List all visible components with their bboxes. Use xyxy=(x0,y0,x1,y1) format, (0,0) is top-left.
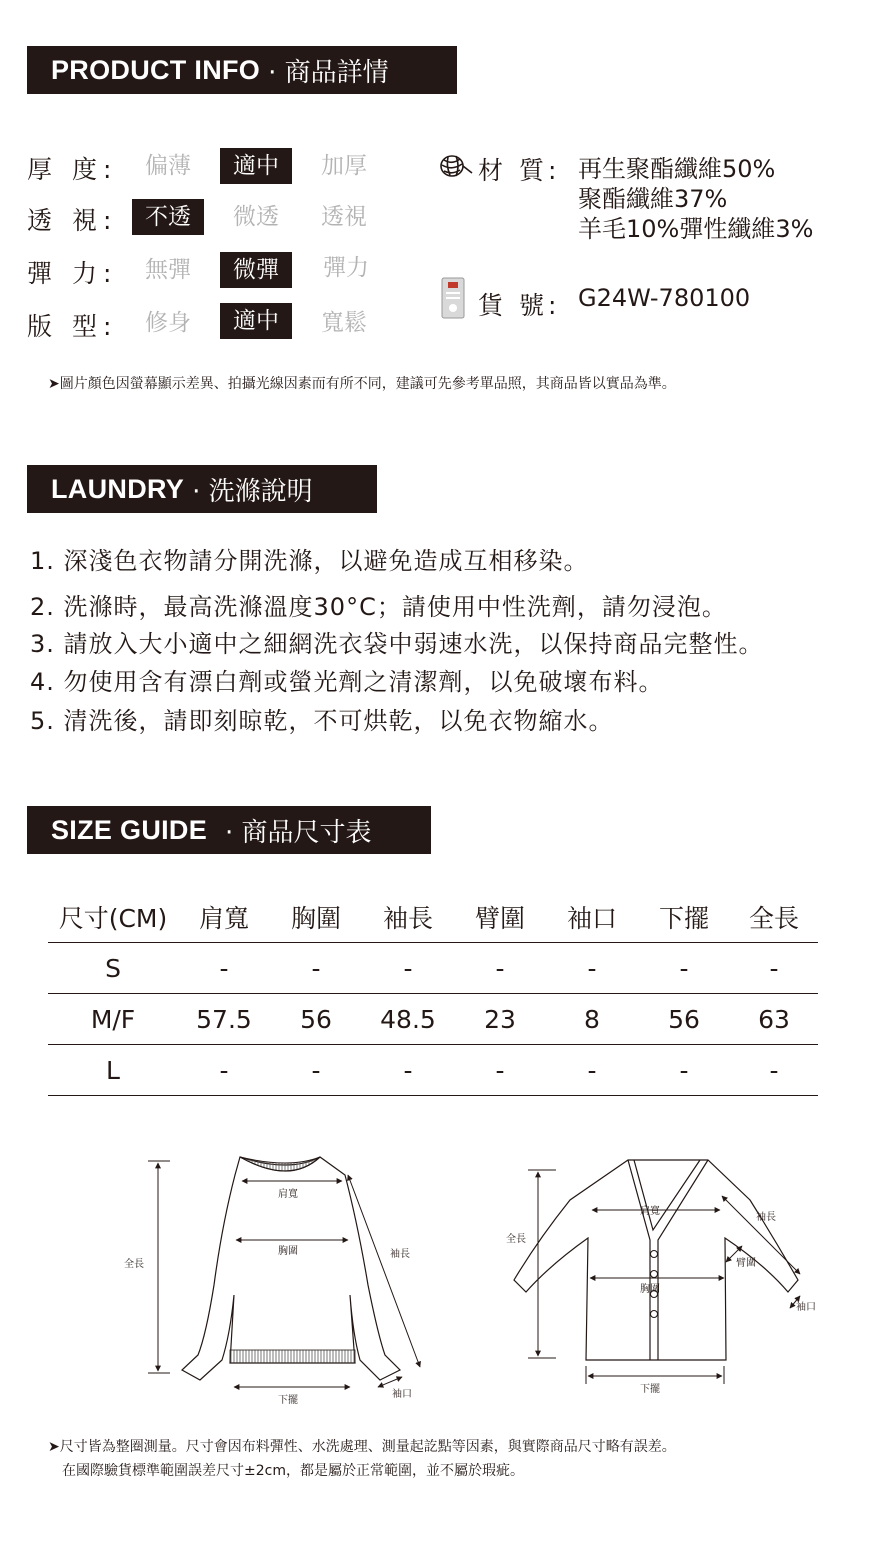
table-cell: 57.5 xyxy=(178,994,270,1045)
attr-sheerness-slight: 微透 xyxy=(233,204,279,230)
size-guide-header-en: SIZE GUIDE xyxy=(51,814,208,845)
cardigan-diagram xyxy=(500,1150,830,1400)
laundry-item-3: 3. 請放入大小適中之細網洗衣袋中弱速水洗，以保持商品完整性。 xyxy=(30,630,764,658)
table-row xyxy=(48,1045,818,1096)
attr-fit-regular: 適中 xyxy=(220,303,292,339)
size-col-header: 下擺 xyxy=(638,892,730,943)
size-col-header: 臂圍 xyxy=(454,892,546,943)
table-cell: - xyxy=(638,1045,730,1096)
table-cell: S xyxy=(48,943,178,994)
attr-stretch-none: 無彈 xyxy=(145,257,191,283)
table-cell: 48.5 xyxy=(362,994,454,1045)
cardigan-sleeve-label: 袖長 xyxy=(756,1212,776,1223)
material-line-3: 羊毛10%彈性纖維3% xyxy=(578,215,814,243)
cardigan-chest-label: 胸圍 xyxy=(640,1284,660,1295)
cardigan-hem-label: 下擺 xyxy=(640,1384,660,1395)
cardigan-length-label: 全長 xyxy=(506,1234,526,1245)
sweater-hem-label: 下擺 xyxy=(278,1395,298,1406)
attr-thickness-thick: 加厚 xyxy=(321,153,367,179)
material-label: 材 質: xyxy=(478,156,561,185)
laundry-header-en: LAUNDRY xyxy=(51,473,185,504)
material-line-1: 再生聚酯纖維50% xyxy=(578,155,776,183)
laundry-item-5: 5. 清洗後，請即刻晾乾，不可烘乾，以免衣物縮水。 xyxy=(30,707,614,735)
sku-value: G24W-780100 xyxy=(578,284,751,312)
size-guide-header-zh: · 商品尺寸表 xyxy=(225,817,372,848)
size-col-header: 袖口 xyxy=(546,892,638,943)
laundry-item-1: 1. 深淺色衣物請分開洗滌，以避免造成互相移染。 xyxy=(30,547,589,575)
product-info-header xyxy=(27,46,457,94)
table-cell: - xyxy=(546,943,638,994)
attr-thickness-thin: 偏薄 xyxy=(145,153,191,179)
attr-fit-loose: 寬鬆 xyxy=(321,310,367,336)
sku-label: 貨 號: xyxy=(478,291,561,320)
attr-thickness-label: 厚 度: xyxy=(27,155,118,184)
table-cell: - xyxy=(270,943,362,994)
sweater-cuff-label: 袖口 xyxy=(392,1389,412,1400)
table-cell: 56 xyxy=(638,994,730,1045)
laundry-header-zh: · 洗滌說明 xyxy=(192,476,313,507)
cardigan-cuff-label: 袖口 xyxy=(796,1302,816,1313)
table-cell: - xyxy=(638,943,730,994)
size-col-header: 胸圍 xyxy=(270,892,362,943)
table-cell: 56 xyxy=(270,994,362,1045)
material-line-2: 聚酯纖維37% xyxy=(578,185,728,213)
table-cell: - xyxy=(270,1045,362,1096)
table-cell: - xyxy=(730,943,818,994)
laundry-item-2: 2. 洗滌時，最高洗滌溫度30°C；請使用中性洗劑，請勿浸泡。 xyxy=(30,593,727,621)
sweater-chest-label: 胸圍 xyxy=(278,1246,298,1257)
size-col-header: 袖長 xyxy=(362,892,454,943)
attr-thickness-medium: 適中 xyxy=(220,148,292,184)
laundry-header xyxy=(27,465,377,513)
attr-fit-slim: 修身 xyxy=(145,310,191,336)
table-cell: M/F xyxy=(48,994,178,1045)
attr-sheerness-sheer: 透視 xyxy=(321,204,367,230)
table-cell: 8 xyxy=(546,994,638,1045)
size-guide-header xyxy=(27,806,431,854)
table-cell: - xyxy=(454,1045,546,1096)
table-cell: 23 xyxy=(454,994,546,1045)
table-cell: - xyxy=(362,943,454,994)
table-row xyxy=(48,994,818,1045)
yarn-icon xyxy=(436,151,474,181)
table-cell: - xyxy=(730,1045,818,1096)
laundry-item-4: 4. 勿使用含有漂白劑或螢光劑之清潔劑，以免破壞布料。 xyxy=(30,668,664,696)
size-col-header: 肩寬 xyxy=(178,892,270,943)
size-col-header: 尺寸(CM) xyxy=(48,892,178,943)
table-row xyxy=(48,943,818,994)
cardigan-shoulder-label: 肩寬 xyxy=(640,1206,660,1217)
attr-sheerness-label: 透 視: xyxy=(27,206,118,235)
sweater-length-label: 全長 xyxy=(124,1259,144,1270)
attr-stretch-slight: 微彈 xyxy=(220,252,292,288)
attr-fit-label: 版 型: xyxy=(27,312,118,341)
size-note-line-2: 在國際驗貨標準範圍誤差尺寸±2cm，都是屬於正常範圍，並不屬於瑕疵。 xyxy=(62,1463,524,1479)
table-cell: - xyxy=(454,943,546,994)
tag-icon xyxy=(440,276,468,320)
table-cell: - xyxy=(178,1045,270,1096)
sweater-shoulder-label: 肩寬 xyxy=(278,1189,298,1200)
size-col-header: 全長 xyxy=(730,892,818,943)
size-table-header-row xyxy=(48,892,818,943)
table-cell: - xyxy=(546,1045,638,1096)
product-info-header-zh: · 商品詳情 xyxy=(268,57,389,88)
size-table xyxy=(48,892,818,1096)
sweater-sleeve-label: 袖長 xyxy=(390,1249,410,1260)
attr-stretch-stretchy: 彈力 xyxy=(323,255,369,281)
size-note-line-1: ➤尺寸皆為整圈測量。尺寸會因布料彈性、水洗處理、測量起訖點等因素，與實際商品尺寸略有誤差。 xyxy=(48,1439,676,1455)
table-cell: 63 xyxy=(730,994,818,1045)
product-info-header-en: PRODUCT INFO xyxy=(51,54,261,85)
color-disclaimer: ➤圖片顏色因螢幕顯示差異、拍攝光線因素而有所不同，建議可先參考單品照，其商品皆以實品為準。 xyxy=(48,376,676,392)
table-cell: L xyxy=(48,1045,178,1096)
table-cell: - xyxy=(178,943,270,994)
sweater-diagram xyxy=(110,1145,440,1415)
cardigan-arm-label: 臂圍 xyxy=(736,1258,756,1269)
attr-sheerness-opaque: 不透 xyxy=(132,199,204,235)
attr-stretch-label: 彈 力: xyxy=(27,259,118,288)
table-cell: - xyxy=(362,1045,454,1096)
